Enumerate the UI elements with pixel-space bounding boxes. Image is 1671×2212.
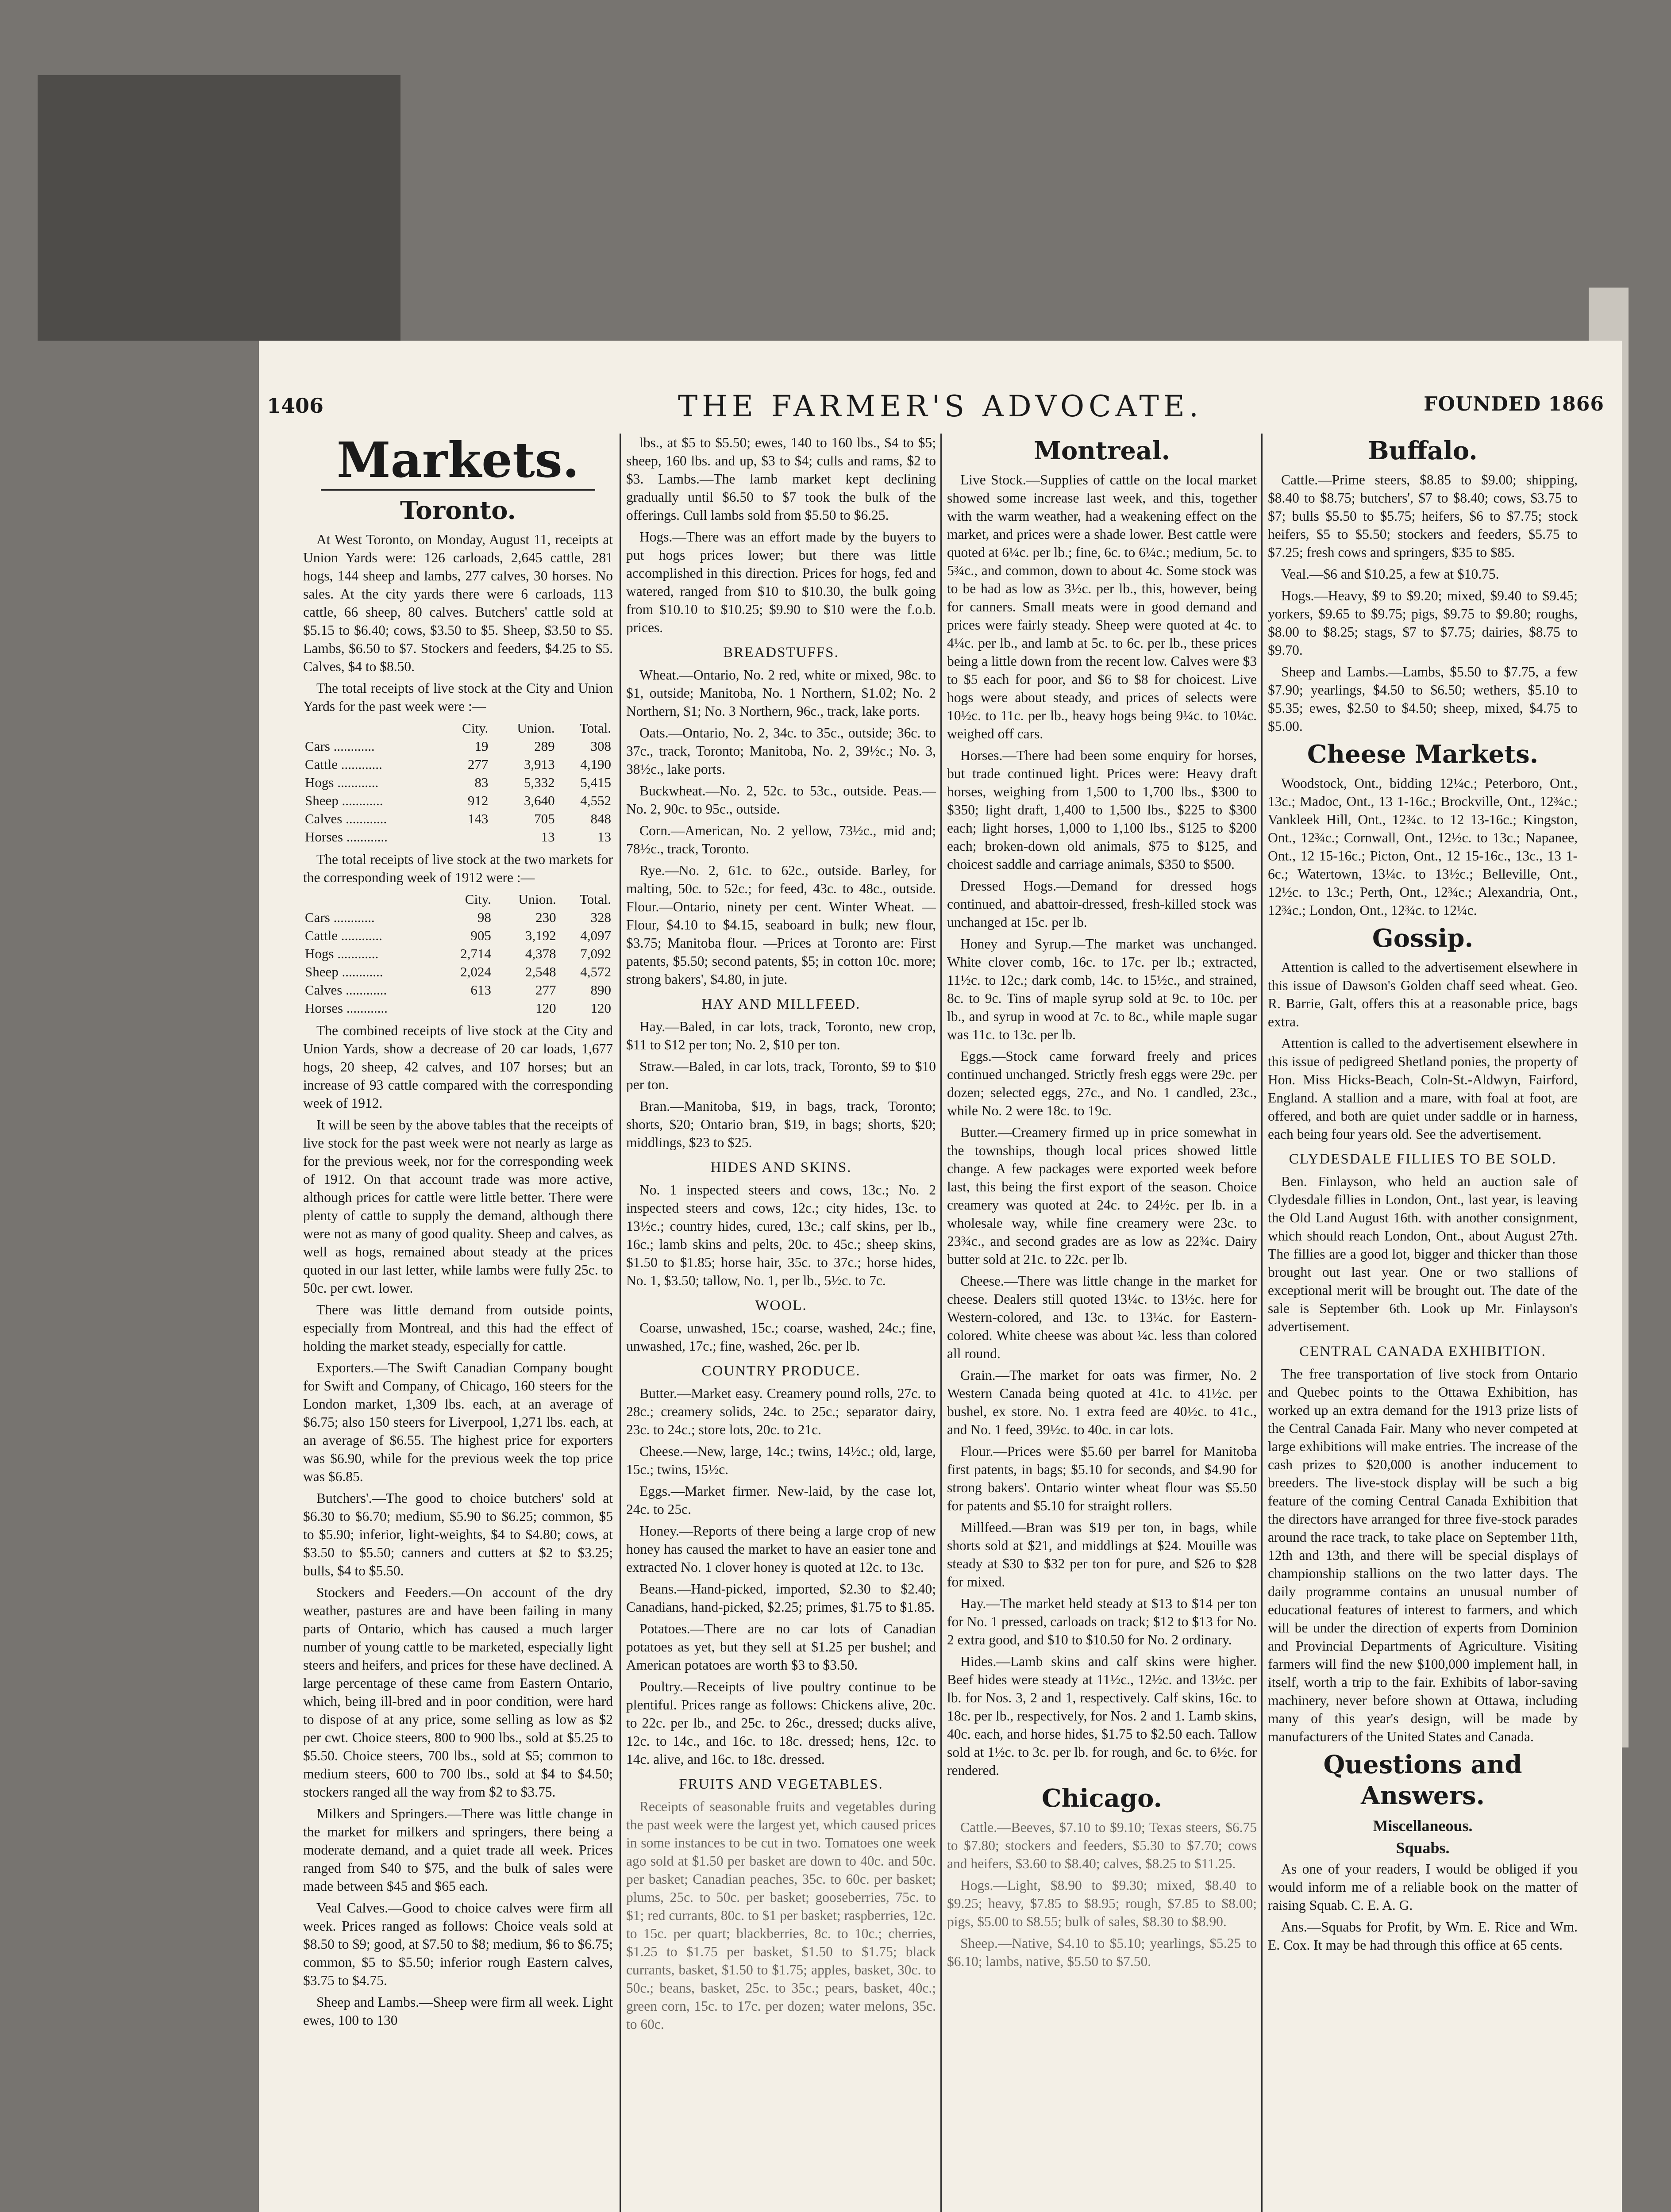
- paragraph: Attention is called to the advertisement elsewhere in this issue of Dawson's Golden chaff seed wheat. Geo. R. Barrie, Galt, offers this at a reasonable price, bags extra.: [1268, 960, 1578, 1029]
- cheese-markets-heading: Cheese Markets.: [1307, 740, 1539, 769]
- paragraph: Hogs.—Heavy, $9 to $9.20; mixed, $9.40 to $9.45; yorkers, $9.65 to $9.75; pigs, $9.75 to $9.80; roughs, $8.00 to $8.25; stags, $7 to $7.75; dairies, $8.75 to $9.70.: [1268, 588, 1578, 658]
- paragraph: Oats.—Ontario, No. 2, 34c. to 35c., outside; 36c. to 37c., track, Toronto; Manitoba, No. 2, 39½c.; No. 3, 38½c., lake ports.: [626, 725, 936, 777]
- table-row: Cattle ............ 277 3,913 4,190: [305, 757, 611, 772]
- buffalo-heading: Buffalo.: [1368, 436, 1478, 465]
- exhibition-heading: CENTRAL CANADA EXHIBITION.: [1299, 1344, 1546, 1359]
- founded-label: FOUNDED 1866: [1424, 393, 1604, 415]
- table-row: Horses ............ 13 13: [305, 829, 611, 845]
- paragraph: Millfeed.—Bran was $19 per ton, in bags, while shorts sold at $21, and middlings at $24. Mouille was steady at $30 to $32 per ton for pure, and $26 to $28 for mixed.: [947, 1520, 1257, 1590]
- column-4: [1268, 434, 1578, 1958]
- fruits-heading: FRUITS AND VEGETABLES.: [679, 1776, 883, 1792]
- paragraph: Hogs.—There was an effort made by the buyers to put hogs prices lower; but there was little accomplished in this direction. Prices for hogs, fed and watered, ranged from $10 to $10.30, the bulk going from $10.10 to $10.25; $9.90 to $10 were the f.o.b. prices.: [626, 529, 936, 635]
- paragraph: Rye.—No. 2, 61c. to 62c., outside. Barley, for malting, 50c. to 52c.; for feed, 43c. to 48c., outside. Flour.—Ontario, ninety per cent. Winter Wheat. —Flour, $4.10 to $4.15, seaboard in bulk; new flour, $3.75; Manitoba flour. —Prices at Toronto are: First patents, $5.50; second patents, $5; in cotton 10c. more; strong bakers', $4.80, in jute.: [626, 863, 936, 987]
- paragraph: Butter.—Creamery firmed up in price somewhat in the townships, though local prices showed little change. A few packages were exported week before last, this being the first export of the season. Choice creamery was quoted at 24c. to 24½c. per lb. in a wholesale way, while fine creamery were 23c. to 23¾c., and second grades are as low as 22¾c. Dairy butter sold at 21c. to 22c. per lb.: [947, 1125, 1257, 1267]
- paragraph: Potatoes.—There are no car lots of Canadian potatoes as yet, but they sell at $1.25 per bushel; and American potatoes are worth $3 to $3.50.: [626, 1621, 936, 1673]
- table-row: Calves ............ 613 277 890: [305, 982, 611, 998]
- paragraph: The combined receipts of live stock at the City and Union Yards, show a decrease of 20 car loads, 1,677 hogs, 20 sheep, 42 calves, and 107 horses; but an increase of 93 cattle compared with the corresponding week of 1912.: [303, 1023, 613, 1111]
- publication-title: THE FARMER'S ADVOCATE.: [678, 389, 1203, 423]
- country-produce-heading: COUNTRY PRODUCE.: [701, 1363, 861, 1379]
- toronto-heading: Toronto.: [400, 496, 516, 525]
- paragraph: Hogs.—Light, $8.90 to $9.30; mixed, $8.40 to $9.25; heavy, $7.85 to $8.95; rough, $7.85 to $8.00; pigs, $5.00 to $8.55; bulk of sales, $8.30 to $8.90.: [947, 1878, 1257, 1929]
- clydesdale-heading: CLYDESDALE FILLIES TO BE SOLD.: [1289, 1151, 1557, 1167]
- paragraph: Stockers and Feeders.—On account of the dry weather, pastures are and have been failing in many parts of Ontario, which has caused a much larger number of young cattle to be marketed, especially light steers and heifers, and prices for these have declined. A large percentage of these came from Eastern Ontario, which, being ill-bred and in poor condition, were hard to dispose of at any price, some selling as low as $2 per cwt. Choice steers, 800 to 900 lbs., sold at $5.25 to $5.50. Choice steers, 700 lbs., sold at $5; common to medium steers, 600 to 700 lbs., sold at $4 to $4.50; stockers ranged all the way from $2 to $3.75.: [303, 1585, 613, 1800]
- paragraph: Grain.—The market for oats was firmer, No. 2 Western Canada being quoted at 41c. to 41½c. per bushel, ex store. No. 1 extra feed are 40½c. to 41c., and No. 1 feed, 39½c. to 40c. in car lots.: [947, 1367, 1257, 1437]
- paragraph: Straw.—Baled, in car lots, track, Toronto, $9 to $10 per ton.: [626, 1059, 936, 1092]
- paragraph: Coarse, unwashed, 15c.; coarse, washed, 24c.; fine, unwashed, 17c.; fine, washed, 26c. per lb.: [626, 1320, 936, 1354]
- paragraph: Ans.—Squabs for Profit, by Wm. E. Rice and Wm. E. Cox. It may be had through this office at 65 cents.: [1268, 1919, 1578, 1953]
- hides-heading: HIDES AND SKINS.: [710, 1160, 852, 1175]
- table-row: Hogs ............ 83 5,332 5,415: [305, 775, 611, 790]
- table-row: Horses ............ 120 120: [305, 1000, 611, 1016]
- paragraph: Horses.—There had been some enquiry for horses, but trade continued light. Prices were: Heavy draft horses, weighing from 1,500 to 1,700 lbs., $300 to $350; light draft, 1,400 to 1,500 lbs., $225 to $300 each; light horses, 1,000 to 1,100 lbs., $125 to $200 each; broken-down old animals, $75 to $125, and choicest saddle and carriage animals, $350 to $500.: [947, 748, 1257, 872]
- receipts-table-current: City. Union. Total. Cars ............ 19 289 308 Cattle ............ 277 3,913 4,190 Hogs ............ 83 5,332 5,415 Sheep ............ 912 3,640 4,552 Calves ............ 143 705 848 Horses ............ 13 13: [303, 719, 613, 846]
- paragraph: The total receipts of live stock at the City and Union Yards for the past week were :—: [303, 680, 613, 714]
- paragraph: The total receipts of live stock at the two markets for the corresponding week of 1912 were :—: [303, 852, 613, 885]
- table-row: Hogs ............ 2,714 4,378 7,092: [305, 946, 611, 961]
- wool-heading: WOOL.: [755, 1298, 807, 1313]
- column-3: [947, 434, 1257, 1974]
- paragraph: Ben. Finlayson, who held an auction sale of Clydesdale fillies in London, Ont., last year, is leaving the Old Land August 16th. with another consignment, which should reach London, Ont., about August 27th. The fillies are a good lot, bigger and thicker than those brought out last year. One or two stallions of exceptional merit will be brought out. The date of the sale is September 6th. Look up Mr. Finlayson's advertisement.: [1268, 1174, 1578, 1334]
- paragraph: Sheep.—Native, $4.10 to $5.10; yearlings, $5.25 to $6.10; lambs, native, $5.50 to $7.50.: [947, 1936, 1257, 1969]
- receipts-table-1912: City. Union. Total. Cars ............ 98 230 328 Cattle ............ 905 3,192 4,097 Hogs ............ 2,714 4,378 7,092 Sheep ............ 2,024 2,548 4,572 Calves ............ 613 277 890 Horses ............ 120 120: [303, 890, 613, 1017]
- paragraph: Sheep and Lambs.—Lambs, $5.50 to $7.75, a few $7.90; yearlings, $4.50 to $6.50; wethers, $5.10 to $5.35; ewes, $2.50 to $4.50; sheep, mixed, $4.75 to $5.00.: [1268, 664, 1578, 734]
- paragraph: Milkers and Springers.—There was little change in the market for milkers and springers, there being a moderate demand, and a quiet trade all week. Prices ranged from $40 to $75, and the bulk of sales were made between $45 and $65 each.: [303, 1806, 613, 1894]
- chicago-heading: Chicago.: [1042, 1784, 1162, 1813]
- table-row: Sheep ............ 912 3,640 4,552: [305, 793, 611, 808]
- paragraph: Attention is called to the advertisement elsewhere in this issue of pedigreed Shetland ponies, the property of Hon. Miss Hicks-Beach, Coln-St.-Aldwyn, Fairford, England. A stallion and a mare, with foal at foot, are offered, and both are quiet under saddle or in harness, each being four years old. See the advertisement.: [1268, 1036, 1578, 1142]
- table-row: Cars ............ 98 230 328: [305, 910, 611, 925]
- paragraph: Flour.—Prices were $5.60 per barrel for Manitoba first patents, in bags; $5.10 for seconds, and $4.90 for strong bakers'. Ontario winter wheat flour was $5.50 for patents and $5.10 for straight rollers.: [947, 1444, 1257, 1513]
- squabs-heading: Squabs.: [1396, 1839, 1450, 1857]
- paragraph: Woodstock, Ont., bidding 12¼c.; Peterboro, Ont., 13c.; Madoc, Ont., 13 1-16c.; Brockville, Ont., 12¾c.; Vankleek Hill, Ont., 12¾c. to 12 13-16c.; Kingston, Ont., 12¾c.; Cornwall, Ont., 12½c. to 13c.; Napanee, Ont., 12 15-16c.; Picton, Ont., 12 15-16c., 13c., 13 1-6c.; Watertown, 13¼c. to 13½c.; Belleville, Ont., 12½c. to 13c.; Perth, Ont., 12¾c.; Alexandria, Ont., 12¾c.; London, Ont., 12¾c. to 12¼c.: [1268, 776, 1578, 918]
- questions-heading: Questions and Answers.: [1323, 1750, 1522, 1810]
- paragraph: There was little demand from outside points, especially from Montreal, and this had the effect of holding the market steady, especially for cattle.: [303, 1302, 613, 1354]
- paragraph: lbs., at $5 to $5.50; ewes, 140 to 160 lbs., $4 to $5; sheep, 160 lbs. and up, $3 to $4; culls and rams, $2 to $3. Lambs.—The lamb market kept declining gradually until $6.50 to $7 took the bulk of the offerings. Cull lambs sold from $5.50 to $6.25.: [626, 435, 936, 523]
- miscellaneous-subheading: Miscellaneous.: [1373, 1817, 1473, 1835]
- paragraph: It will be seen by the above tables that the receipts of live stock for the past week were not nearly as large as for the previous week, nor for the corresponding week of 1912. On that account trade was more active, although prices for cattle were little better. There were plenty of cattle to supply the demand, although there were not as many of good quality. Sheep and calves, as well as hogs, remained about steady at the prices quoted in our last letter, while lambs were fully 25c. to 50c. per cwt. lower.: [303, 1117, 613, 1296]
- paragraph: Sheep and Lambs.—Sheep were firm all week. Light ewes, 100 to 130: [303, 1994, 613, 2028]
- paragraph: Receipts of seasonable fruits and vegetables during the past week were the largest yet, which caused prices in some instances to be cut in two. Tomatoes one week ago sold at $1.50 per basket are down to 40c. and 50c. per basket; Canadian peaches, 35c. to 60c. per basket; plums, 25c. to 50c. per basket; gooseberries, 75c. to $1; red currants, 80c. to $1 per basket; raspberries, 12c. to 15c. per quart; blackberries, 8c. to 10c.; cherries, $1.25 to $1.75 per basket, $1.50 to $1.75; black currants, basket, $1.50 to $1.75; apples, basket, 30c. to 50c.; beans, basket, 25c. to 35c.; pears, basket, 40c.; green corn, 15c. to 17c. per dozen; water melons, 35c. to 60c.: [626, 1799, 936, 2032]
- paragraph: Butchers'.—The good to choice butchers' sold at $6.30 to $6.70; medium, $5.90 to $6.25; common, $5 to $5.90; inferior, light-weights, $4 to $4.80; cows, at $3.50 to $5.50; canners and cutters at $2 to $3.25; bulls, $4 to $5.50.: [303, 1490, 613, 1578]
- column-rule: [1261, 434, 1263, 2212]
- gossip-heading: Gossip.: [1372, 924, 1474, 953]
- paragraph: Buckwheat.—No. 2, 52c. to 53c., outside. Peas.—No. 2, 90c. to 95c., outside.: [626, 783, 936, 817]
- paragraph: Cheese.—There was little change in the market for cheese. Dealers still quoted 13¼c. to 13½c. here for Western-colored, and 13c. to 13¼c. for Eastern-colored. White cheese was about ¼c. less than colored all round.: [947, 1273, 1257, 1361]
- table-row: Calves ............ 143 705 848: [305, 811, 611, 826]
- paragraph: No. 1 inspected steers and cows, 13c.; No. 2 inspected steers and cows, 12c.; city hides, 13c. to 13½c.; country hides, cured, 13c.; calf skins, per lb., 16c.; lamb skins and pelts, 20c. to 45c.; sheep skins, $1.50 to $1.85; horse hair, 35c. to 37c.; horse hides, No. 1, $3.50; tallow, No. 1, per lb., 5½c. to 7c.: [626, 1182, 936, 1288]
- paragraph: Cheese.—New, large, 14c.; twins, 14½c.; old, large, 15c.; twins, 15½c.: [626, 1444, 936, 1477]
- table-row: Sheep ............ 2,024 2,548 4,572: [305, 964, 611, 979]
- breadstuffs-heading: BREADSTUFFS.: [723, 645, 839, 661]
- paragraph: Beans.—Hand-picked, imported, $2.30 to $2.40; Canadians, hand-picked, $2.25; primes, $1.75 to $1.85.: [626, 1581, 936, 1615]
- paragraph: Cattle.—Prime steers, $8.85 to $9.00; shipping, $8.40 to $8.75; butchers', $7 to $8.40; cows, $3.75 to $7; bulls $5.50 to $5.75; heifers, $6 to $7.75; stock heifers, $5 to $5.50; stockers and feeders, $5.75 to $7.25; fresh cows and springers, $35 to $85.: [1268, 472, 1578, 560]
- paragraph: Exporters.—The Swift Canadian Company bought for Swift and Company, of Chicago, 160 steers for the London market, 1,309 lbs. each, at an average of $6.75; also 150 steers for Liverpool, 1,271 lbs. each, at an average of $6.55. The highest price for exporters was $6.90, while for the previous week the top price was $6.85.: [303, 1360, 613, 1484]
- table-row: Cattle ............ 905 3,192 4,097: [305, 928, 611, 943]
- scan-background-dark: [38, 75, 400, 341]
- montreal-heading: Montreal.: [1033, 436, 1170, 465]
- paragraph: Live Stock.—Supplies of cattle on the local market showed some increase last week, and this, together with the warm weather, had a weakening effect on the market, and prices were a shade lower. Best cattle were quoted at 6¼c. per lb.; fine, 6c. to 6¼c.; medium, 5c. to 5¾c., and common, down to about 4c. Some stock was to be had as low as 3½c. per lb., this, however, being for canners. Small meats were in good demand and prices were fairly steady. Sheep were quoted at 4c. to 4¼c. per lb., and lamb at 5c. to 6c. per lb., these prices being a little down from the recent low. Calves were $3 to $5 each for poor, and $6 to $8 for choicest. Live hogs were about steady, and prices of selects were 10½c. to 11c. per lb., heavy hogs being 9¼c. to 10¼c. weighed off cars.: [947, 472, 1257, 741]
- paragraph: The free transportation of live stock from Ontario and Quebec points to the Ottawa Exhibition, has worked up an extra demand for the 1913 prize lists of the Central Canada Fair. Many who never competed at large exhibitions will make entries. The increase of the cash prizes to $20,000 is another inducement to breeders. The live-stock display will be such a big feature of the coming Central Canada Exhibition that the directors have arranged for three five-stock parades around the race track, to take place on September 11th, 12th and 13th, and there will be special displays of championship stallions on the two latter days. The daily programme contains an unusual number of educational features of interest to farmers, and which will be under the direction of experts from Dominion and Provincial Departments of Agriculture. Visiting farmers will find the new $100,000 implement hall, in itself, worth a trip to the fair. Exhibits of labor-saving machinery, never before shown at Ottawa, including many of this year's design, will be made by manufacturers of the United States and Canada.: [1268, 1366, 1578, 1744]
- paragraph: Eggs.—Market firmer. New-laid, by the case lot, 24c. to 25c.: [626, 1483, 936, 1517]
- paragraph: At West Toronto, on Monday, August 11, receipts at Union Yards were: 126 carloads, 2,645 cattle, 281 hogs, 144 sheep and lambs, 277 calves, 30 horses. No sales. At the city yards there were 6 carloads, 113 cattle, 66 sheep, 80 calves. Butchers' cattle sold at $5.15 to $6.40; cows, $3.50 to $5. Sheep, $3.50 to $5. Lambs, $6.50 to $7. Stockers and feeders, $4.25 to $5. Calves, $4 to $8.50.: [303, 532, 613, 674]
- paragraph: Veal Calves.—Good to choice calves were firm all week. Prices ranged as follows: Choice veals sold at $8.50 to $9; good, at $7.50 to $8; medium, $6 to $6.75; common, $5 to $5.50; inferior rough Eastern calves, $3.75 to $4.75.: [303, 1900, 613, 1988]
- paragraph: Veal.—$6 and $10.25, a few at $10.75.: [1281, 566, 1499, 582]
- paragraph: Cattle.—Beeves, $7.10 to $9.10; Texas steers, $6.75 to $7.80; stockers and feeders, $5.30 to $7.70; cows and heifers, $3.60 to $8.40; calves, $8.25 to $11.25.: [947, 1820, 1257, 1871]
- column-rule: [620, 434, 621, 2212]
- paragraph: Eggs.—Stock came forward freely and prices continued unchanged. Strictly fresh eggs were 29c. per dozen; selected eggs, 27c., and No. 1 candled, 23c., while No. 2 were 18c. to 19c.: [947, 1048, 1257, 1118]
- column-2: [626, 434, 936, 2037]
- paragraph: As one of your readers, I would be obliged if you would inform me of a reliable book on the matter of raising Squab. C. E. A. G.: [1268, 1861, 1578, 1913]
- page-number: 1406: [267, 394, 324, 418]
- column-1: [303, 431, 613, 2033]
- paragraph: Poultry.—Receipts of live poultry continue to be plentiful. Prices range as follows: Chickens alive, 20c. to 22c. per lb., and 25c. to 26c., dressed; ducks alive, 12c. to 14c., and 16c. to 18c. dressed; hens, 12c. to 14c. alive, and 16c. to 18c. dressed.: [626, 1679, 936, 1767]
- paragraph: Bran.—Manitoba, $19, in bags, track, Toronto; shorts, $20; Ontario bran, $19, in bags; shorts, $20; middlings, $23 to $25.: [626, 1098, 936, 1150]
- paragraph: Corn.—American, No. 2 yellow, 73½c., mid and; 78½c., track, Toronto.: [626, 823, 936, 856]
- paragraph: Honey.—Reports of there being a large crop of new honey has caused the market to have an easier tone and extracted No. 1 clover honey is quoted at 12c. to 13c.: [626, 1523, 936, 1575]
- paragraph: Butter.—Market easy. Creamery pound rolls, 27c. to 28c.; creamery solids, 24c. to 25c.; separator dairy, 23c. to 24c.; store lots, 20c. to 21c.: [626, 1386, 936, 1437]
- table-row: Cars ............ 19 289 308: [305, 738, 611, 754]
- hay-heading: HAY AND MILLFEED.: [701, 996, 861, 1012]
- paragraph: Hay.—Baled, in car lots, track, Toronto, new crop, $11 to $12 per ton; No. 2, $10 per ton.: [626, 1019, 936, 1052]
- heading-rule: [321, 489, 595, 491]
- column-rule: [940, 434, 942, 2212]
- paragraph: Honey and Syrup.—The market was unchanged. White clover comb, 16c. to 17c. per lb.; extracted, 11½c. to 12c.; dark comb, 14c. to 15½c., and strained, 8c. to 9c. Tins of maple syrup sold at 9c. to 10c. per lb., and syrup in wood at 7c. to 8c., while maple sugar was 11c. to 13c. per lb.: [947, 936, 1257, 1042]
- markets-heading: Markets.: [336, 431, 580, 488]
- page-header: [259, 389, 1622, 429]
- paragraph: Hides.—Lamb skins and calf skins were higher. Beef hides were steady at 11½c., 12½c. and 13½c. per lb. for Nos. 3, 2 and 1, respectively. Calf skins, 16c. to 18c. per lb., respectively, for Nos. 2 and 1. Lamb skins, 40c. each, and horse hides, $1.75 to $2.50 each. Tallow sold at 1½c. to 3c. per lb. for rough, and 6c. to 6½c. for rendered.: [947, 1654, 1257, 1778]
- paragraph: Wheat.—Ontario, No. 2 red, white or mixed, 98c. to $1, outside; Manitoba, No. 1 Northern, $1.02; No. 2 Northern, $1; No. 3 Northern, 96c., track, lake ports.: [626, 667, 936, 719]
- paragraph: Hay.—The market held steady at $13 to $14 per ton for No. 1 pressed, carloads on track; $12 to $13 for No. 2 extra good, and $10 to $10.50 for No. 2 ordinary.: [947, 1596, 1257, 1647]
- newspaper-page: [259, 341, 1622, 2212]
- paragraph: Dressed Hogs.—Demand for dressed hogs continued, and abattoir-dressed, fresh-killed stock was unchanged at 15c. per lb.: [947, 878, 1257, 930]
